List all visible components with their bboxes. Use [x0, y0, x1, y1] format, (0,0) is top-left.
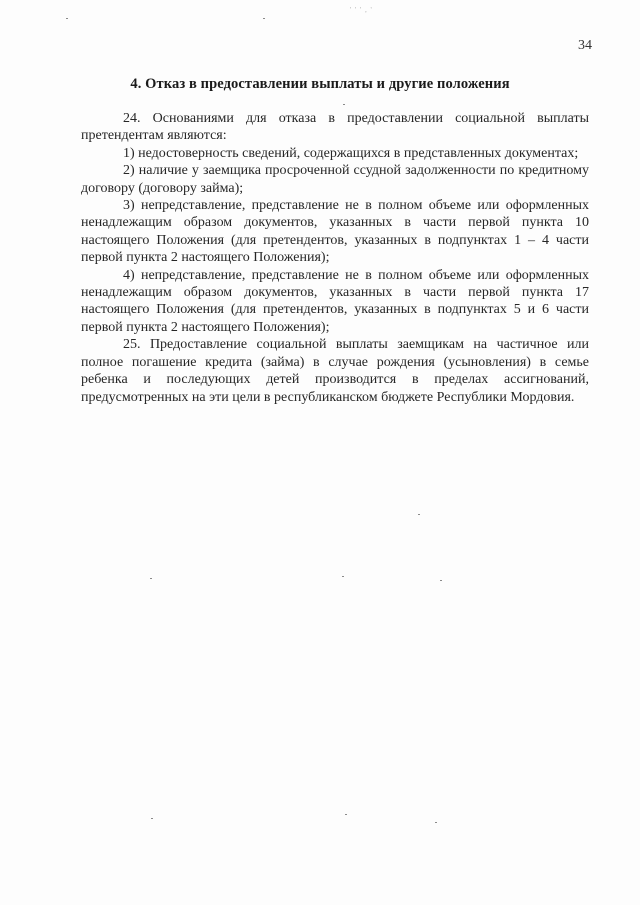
scan-speck [263, 18, 265, 19]
scan-speck [343, 104, 345, 105]
scan-speck [342, 576, 344, 577]
scan-speck [66, 18, 68, 19]
scan-speck [151, 818, 153, 819]
list-item-1: 1) недостоверность сведений, содержащихся в представленных документах; [123, 145, 579, 161]
list-item-4: 4) непредставление, представление не в полном объеме или оформленных ненадлежащим образом документов, указанных в части первой пункта 17 настоящего Положения (для претендентов, указанных в подпунктах 5 и 6 части первой пункта 2 настоящего Положения); [81, 267, 589, 335]
scan-speck [150, 578, 152, 579]
page-number: 34 [578, 38, 592, 53]
scan-speck [418, 514, 420, 515]
paragraph-25: 25. Предоставление социальной выплаты заемщикам на частичное или полное погашение кредита (займа) в случае рождения (усыновления) в семье ребенка и последующих детей производится в пределах ассигнований, предусмотренных на эти цели в республиканском бюджете Республики Мордовия. [81, 337, 589, 405]
list-item-3: 3) непредставление, представление не в полном объеме или оформленных ненадлежащим образом документов, указанных в части первой пункта 10 настоящего Положения (для претендентов, указанных в подпунктах 1 – 4 части первой пункта 2 настоящего Положения); [81, 198, 589, 266]
scan-speck [435, 822, 437, 823]
scan-speck [440, 580, 442, 581]
paragraph-24: 24. Основаниями для отказа в предоставлении социальной выплаты претендентам являются: [81, 111, 589, 144]
list-item-2: 2) наличие у заемщика просроченной ссудной задолженности по кредитному договору (договору займа); [81, 163, 589, 196]
section-title: 4. Отказ в предоставлении выплаты и другие положения [130, 76, 510, 92]
scan-speck [345, 814, 347, 815]
scan-artifact: ' ' ' , ' [350, 6, 373, 14]
document-body [81, 110, 589, 406]
